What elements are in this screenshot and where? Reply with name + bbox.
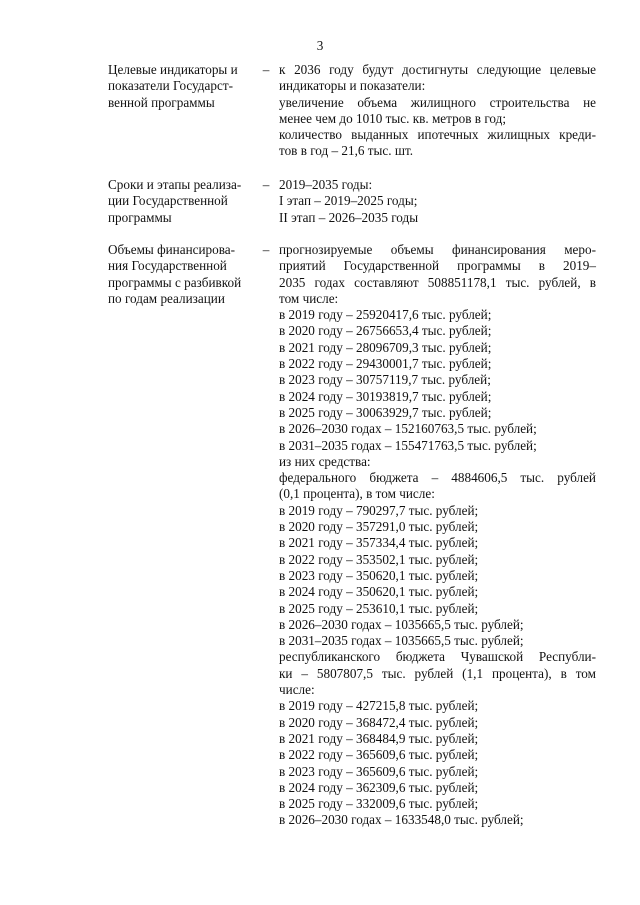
content-line: в 2023 году – 365609,6 тыс. рублей; [279,763,479,779]
label-line: ции Государственной [108,193,228,209]
label-line: программы с разбивкой [108,274,242,290]
content-line: в 2031–2035 годах – 155471763,5 тыс. рублей; [279,437,537,453]
content-line: числе: [279,682,315,698]
content-line: в 2023 году – 350620,1 тыс. рублей; [279,567,479,583]
section-content [279,177,596,226]
section-dash: – [262,177,270,192]
content-line: в 2026–2030 годах – 1633548,0 тыс. рублей; [279,812,524,828]
content-line: в 2021 году – 28096709,3 тыс. рублей; [279,339,492,355]
content-line: в 2020 году – 26756653,4 тыс. рублей; [279,323,492,339]
content-line: федерального бюджета – 4884606,5 тыс. рублей [279,470,596,486]
section-label [108,177,258,226]
content-line: к 2036 году будут достигнуты следующие целевые [279,62,596,77]
label-line: Сроки и этапы реализа- [108,177,242,192]
content-line: в 2026–2030 годах – 1035665,5 тыс. рублей; [279,616,524,632]
content-line: в 2022 году – 353502,1 тыс. рублей; [279,551,479,567]
content-line: из них средства: [279,453,371,469]
content-line: в 2022 году – 365609,6 тыс. рублей; [279,747,479,763]
content-line: прогнозируемые объемы финансирования меро- [279,242,596,257]
section-label [108,242,258,307]
content-line: в 2025 году – 332009,6 тыс. рублей; [279,796,479,812]
content-line: (0,1 процента), в том числе: [279,486,435,502]
content-line: в 2026–2030 годах – 152160763,5 тыс. рублей; [279,421,537,437]
content-line: 2035 годах составляют 508851178,1 тыс. рублей, в [279,274,596,290]
content-line: индикаторы и показатели: [279,78,426,94]
section-content [279,242,596,829]
content-line: в 2020 году – 357291,0 тыс. рублей; [279,519,479,535]
section-label [108,62,258,111]
content-line: менее чем до 1010 тыс. кв. метров в год; [279,110,506,126]
content-line: республиканского бюджета Чувашской Республи- [279,649,596,665]
label-line: Объемы финансирова- [108,242,236,257]
content-line: II этап – 2026–2035 годы [279,209,419,225]
label-line: венной программы [108,94,215,110]
content-line: ки – 5807807,5 тыс. рублей (1,1 процента), в том [279,665,596,681]
section-dash: – [262,242,270,257]
label-line: показатели Государст- [108,78,233,94]
content-line: в 2024 году – 30193819,7 тыс. рублей; [279,388,492,404]
label-line: Целевые индикаторы и [108,62,238,77]
content-line: в 2021 году – 357334,4 тыс. рублей; [279,535,479,551]
content-line: I этап – 2019–2025 годы; [279,193,418,209]
content-line: 2019–2035 годы: [279,177,373,192]
label-line: программы [108,209,172,225]
content-line: в 2019 году – 25920417,6 тыс. рублей; [279,307,492,323]
content-line: в 2023 году – 30757119,7 тыс. рублей; [279,372,491,388]
content-line: приятий Государственной программы в 2019– [279,258,596,274]
content-line: в 2021 году – 368484,9 тыс. рублей; [279,730,479,746]
content-line: в 2020 году – 368472,4 тыс. рублей; [279,714,479,730]
content-line: в 2019 году – 790297,7 тыс. рублей; [279,502,479,518]
content-line: в 2031–2035 годах – 1035665,5 тыс. рублей; [279,633,524,649]
content-line: в 2024 году – 362309,6 тыс. рублей; [279,779,479,795]
content-line: тов в год – 21,6 тыс. шт. [279,143,414,159]
page-number: 3 [316,38,324,53]
label-line: ния Государственной [108,258,227,274]
label-line: по годам реализации [108,290,225,306]
content-line: в 2022 году – 29430001,7 тыс. рублей; [279,356,492,372]
content-line: количество выданных ипотечных жилищных креди- [279,127,596,143]
content-line: том числе: [279,290,339,306]
content-line: в 2024 году – 350620,1 тыс. рублей; [279,584,479,600]
content-line: в 2025 году – 253610,1 тыс. рублей; [279,600,479,616]
section-dash: – [262,62,270,77]
content-line: в 2025 году – 30063929,7 тыс. рублей; [279,404,492,420]
content-line: в 2019 году – 427215,8 тыс. рублей; [279,698,479,714]
section-content [279,62,596,160]
content-line: увеличение объема жилищного строительства не [279,94,596,110]
